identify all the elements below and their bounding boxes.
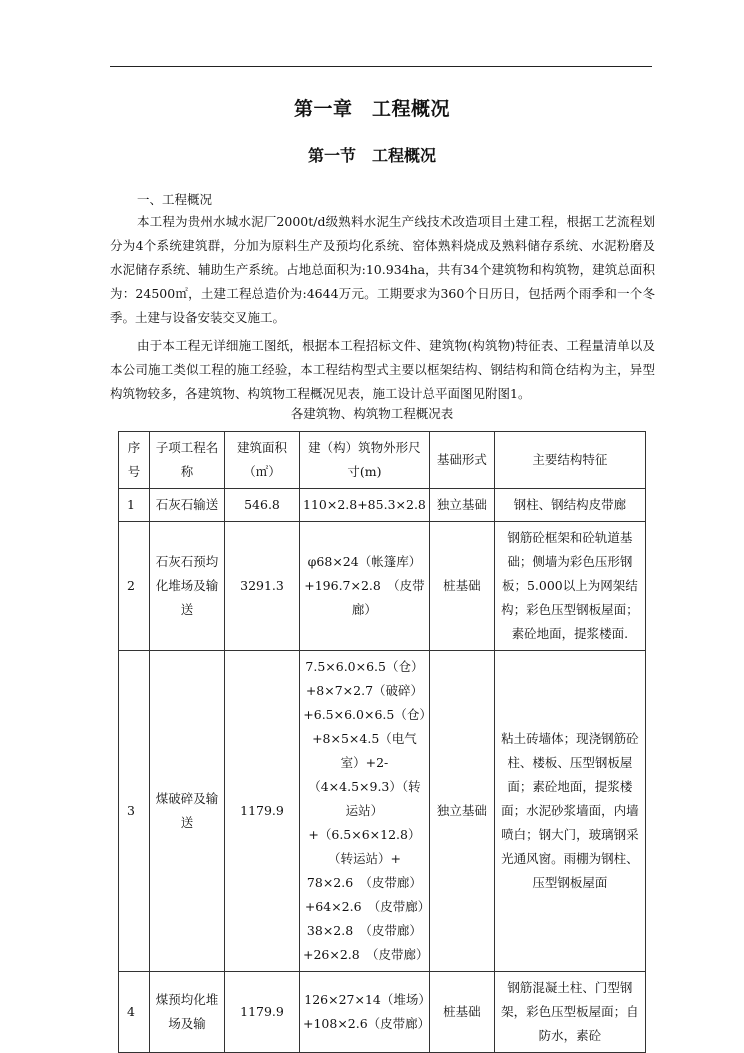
header-cell: 建筑面积（㎡） [225, 432, 300, 489]
paragraph-overview: 本工程为贵州水城水泥厂2000t/d级熟料水泥生产线技术改造项目土建工程，根据工艺流程划分为4个系统建筑群，分加为原料生产及预均化系统、窑体熟料烧成及熟料储存系统、水泥粉磨及水泥储存系统、辅助生产系统。占地总面积为:10.934ha，共有34个建筑物和构筑物，建筑总面积为：24500㎡，土建工程总造价为:4644万元。工期要求为360个日历日，包括两个雨季和一个冬季。土建与设备安装交叉施工。 [110, 214, 655, 325]
cell-structure: 钢柱、钢结构皮带廊 [494, 489, 645, 522]
table-row [119, 972, 646, 1053]
cell-structure: 钢筋砼框架和砼轨道基础；侧墙为彩色压形钢板；5.000以上为网架结构；彩色压型钢板屋面；素砼地面，提浆楼面. [494, 522, 645, 651]
cell-name: 煤预均化堆场及输 [150, 972, 225, 1053]
cell-structure: 钢筋混凝土柱、门型钢架，彩色压型板屋面；自防水，素砼 [494, 972, 645, 1053]
cell-dimensions: φ68×24（帐篷库）+196.7×2.8 （皮带廊） [300, 522, 430, 651]
cell-dimensions: 126×27×14（堆场）+108×2.6（皮带廊） [300, 972, 430, 1053]
cell-name: 煤破碎及输送 [150, 651, 225, 972]
table-caption: 各建筑物、构筑物工程概况表 [290, 406, 454, 421]
cell-index: 1 [119, 489, 150, 522]
paragraph-structure: 由于本工程无详细施工图纸，根据本工程招标文件、建筑物(构筑物)特征表、工程量清单以及本公司施工类似工程的施工经验，本工程结构型式主要以框架结构、钢结构和筒仓结构为主，异型构筑物较多，各建筑物、构筑物工程概况见表，施工设计总平面图见附图1。 [110, 338, 655, 401]
table-row [119, 651, 646, 972]
buildings-table [118, 431, 646, 1053]
table-row [119, 489, 646, 522]
chapter-title: 第一章 工程概况 [293, 98, 450, 120]
cell-index: 3 [119, 651, 150, 972]
header-rule [110, 66, 652, 67]
cell-foundation: 桩基础 [429, 522, 494, 651]
cell-area: 1179.9 [225, 972, 300, 1053]
section-title: 第一节 工程概况 [307, 146, 436, 165]
cell-area: 546.8 [225, 489, 300, 522]
table-header-row [119, 432, 646, 489]
cell-foundation: 独立基础 [429, 489, 494, 522]
cell-foundation: 桩基础 [429, 972, 494, 1053]
cell-dimensions: 7.5×6.0×6.5（仓）+8×7×2.7（破碎）+6.5×6.0×6.5（仓）+8×5×4.5（电气室）+2-（4×4.5×9.3）（转运站）+（6.5×6×12.8）（转运站）+ 78×2.6 （皮带廊）+64×2.6 （皮带廊）38×2.8 （皮带廊）+26×2.8 （皮带廊） [300, 651, 430, 972]
cell-structure: 粘土砖墙体；现浇钢筋砼柱、楼板、压型钢板屋面；素砼地面，提浆楼面；水泥砂浆墙面，内墙喷白；钢大门，玻璃钢采光通风窗。雨棚为钢柱、压型钢板屋面 [494, 651, 645, 972]
cell-index: 4 [119, 972, 150, 1053]
header-cell: 序号 [119, 432, 150, 489]
cell-name: 石灰石预均化堆场及输送 [150, 522, 225, 651]
cell-name: 石灰石输送 [150, 489, 225, 522]
table-row [119, 522, 646, 651]
header-cell: 建（构）筑物外形尺寸(m) [300, 432, 430, 489]
header-cell: 基础形式 [429, 432, 494, 489]
header-cell: 子项工程名称 [150, 432, 225, 489]
cell-index: 2 [119, 522, 150, 651]
cell-dimensions: 110×2.8+85.3×2.8 [300, 489, 430, 522]
cell-area: 3291.3 [225, 522, 300, 651]
header-cell: 主要结构特征 [494, 432, 645, 489]
cell-area: 1179.9 [225, 651, 300, 972]
subheading: 一、工程概况 [137, 192, 213, 207]
cell-foundation: 独立基础 [429, 651, 494, 972]
